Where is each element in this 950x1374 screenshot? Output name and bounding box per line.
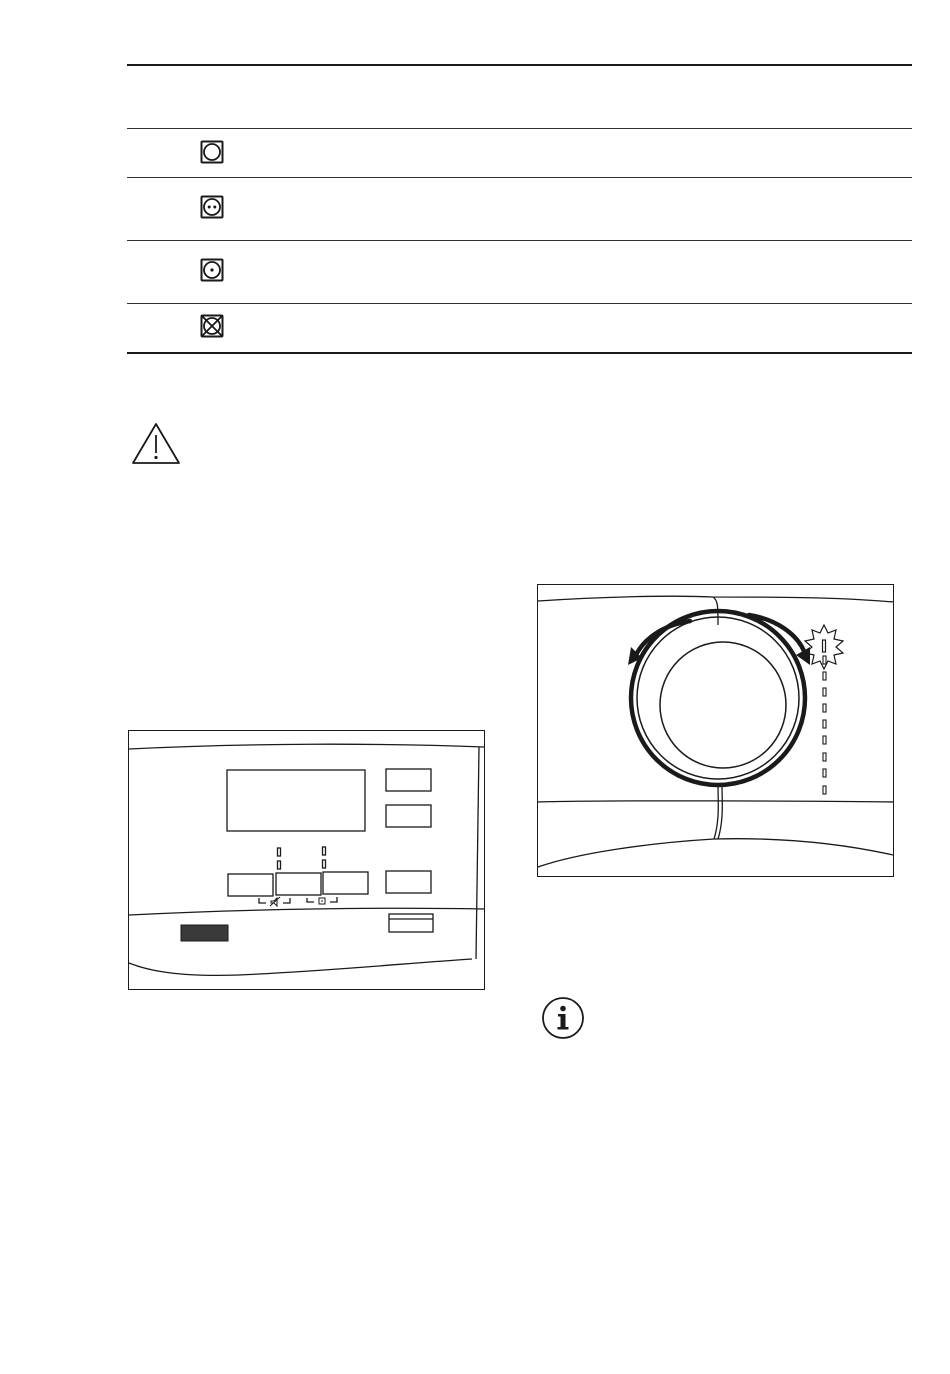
drying-symbol-one-dot-icon [200, 258, 224, 282]
display-screen [227, 770, 365, 831]
programme-indicator-column [823, 656, 826, 794]
table-row-rule [127, 303, 912, 304]
programme-dial-figure [537, 584, 894, 877]
panel-button [276, 873, 321, 895]
table-top-rule [127, 64, 912, 66]
panel-button [386, 769, 431, 791]
info-icon [541, 996, 585, 1040]
child-lock-icon [319, 898, 325, 904]
control-panel-figure [128, 730, 485, 990]
drying-symbol-do-not-tumble-dry-icon [200, 314, 224, 338]
warning-triangle-icon [131, 422, 181, 466]
table-row-rule [127, 240, 912, 241]
sound-off-icon [270, 897, 280, 906]
dark-indicator-bar [181, 925, 228, 941]
table-bottom-rule [127, 352, 912, 354]
table-row-rule [127, 177, 912, 178]
drying-symbol-normal-temp-icon [200, 140, 224, 164]
panel-button [386, 871, 431, 893]
drying-symbol-two-dots-icon [200, 195, 224, 219]
panel-button [386, 805, 431, 827]
table-header-rule [127, 128, 912, 129]
flashing-indicator-icon [805, 625, 843, 669]
panel-button [323, 872, 368, 894]
panel-button [228, 874, 273, 896]
